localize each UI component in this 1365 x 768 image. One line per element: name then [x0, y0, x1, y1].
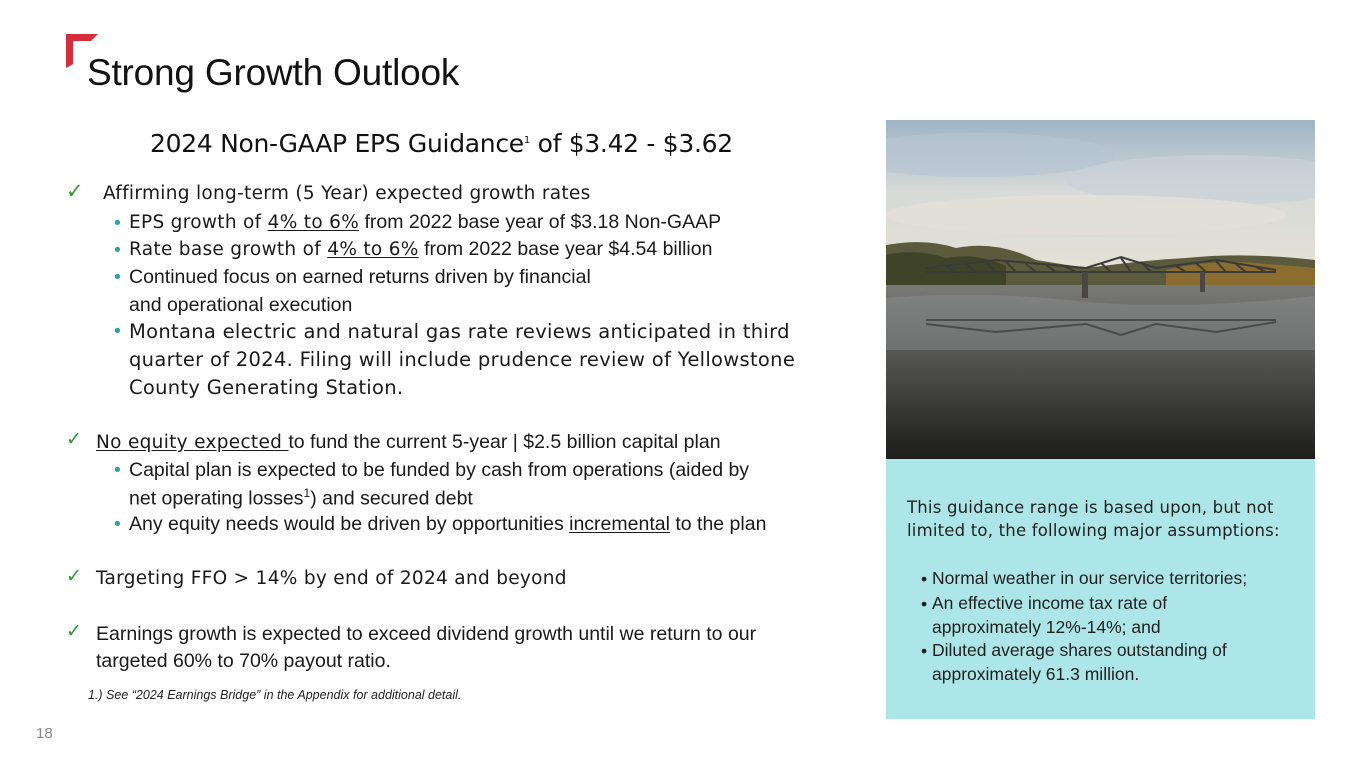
bullet-icon: •: [114, 239, 121, 261]
earned-returns-item-line1: Continued focus on earned returns driven by financial: [129, 266, 591, 288]
bullet-icon: •: [114, 212, 121, 234]
assumption-shares-line2: approximately 61.3 million.: [932, 664, 1140, 684]
bridge-river-photo: [886, 120, 1315, 459]
checkmark-icon: ✓: [66, 566, 82, 587]
page-number: 18: [36, 725, 53, 742]
ffo-target-point: Targeting FFO > 14% by end of 2024 and beyond: [96, 568, 567, 589]
assumption-tax-rate-line2: approximately 12%-14%; and: [932, 617, 1161, 637]
page-title: Strong Growth Outlook: [87, 52, 460, 93]
capital-plan-funding-line1: Capital plan is expected to be funded by cash from operations (aided by: [129, 459, 750, 481]
guidance-prefix: 2024 Non-GAAP EPS Guidance: [150, 129, 524, 158]
assumptions-lead: This guidance range is based upon, but not limited to, the following major assumptions:: [907, 498, 1280, 540]
guidance-footnote-marker: 1: [523, 135, 530, 146]
checkmark-icon: ✓: [66, 180, 84, 203]
bullet-icon: •: [114, 320, 121, 342]
earned-returns-item-line2: and operational execution: [129, 294, 353, 316]
capital-plan-funding-line2: net operating losses$^1$) and secured debt: [129, 486, 473, 510]
montana-rate-review-line2: quarter of 2024. Filing will include prudence review of Yellowstone: [129, 348, 796, 371]
footnote: 1.) See “2024 Earnings Bridge” in the Appendix for additional detail.: [88, 688, 462, 702]
bullet-icon: •: [114, 459, 121, 481]
assumptions-callout: [886, 459, 1315, 719]
montana-rate-review-line1: Montana electric and natural gas rate reviews anticipated in third: [129, 320, 790, 343]
assumption-shares-line1: Diluted average shares outstanding of: [932, 640, 1227, 660]
assumption-weather: Normal weather in our service territories;: [932, 568, 1248, 588]
guidance-range: of $3.42 - $3.62: [529, 129, 733, 158]
bullet-icon: •: [114, 266, 121, 288]
assumption-tax-rate-line1: An effective income tax rate of: [932, 593, 1168, 613]
bullet-icon: •: [921, 594, 928, 614]
equity-needs-item: Any equity needs would be driven by opportunities incremental to the plan: [129, 513, 767, 535]
montana-rate-review-line3: County Generating Station.: [129, 376, 404, 399]
earnings-growth-point-line1: Earnings growth is expected to exceed dividend growth until we return to our: [96, 623, 757, 645]
checkmark-icon: ✓: [66, 429, 82, 450]
bullet-icon: •: [921, 569, 928, 589]
checkmark-icon: ✓: [66, 621, 82, 642]
eps-guidance-heading: [150, 129, 733, 158]
rate-base-growth-item: Rate base growth of 4% to 6% from 2022 base year $4.54 billion: [129, 238, 713, 260]
bullet-icon: •: [114, 513, 121, 535]
eps-growth-item: EPS growth of 4% to 6% from 2022 base year of $3.18 Non-GAAP: [129, 211, 722, 233]
no-equity-point: No equity expected to fund the current 5-year | $2.5 billion capital plan: [96, 431, 721, 453]
growth-rates-point: Affirming long-term (5 Year) expected growth rates: [103, 183, 591, 204]
earnings-growth-point-line2: targeted 60% to 70% payout ratio.: [96, 650, 391, 672]
bullet-icon: •: [921, 641, 928, 661]
